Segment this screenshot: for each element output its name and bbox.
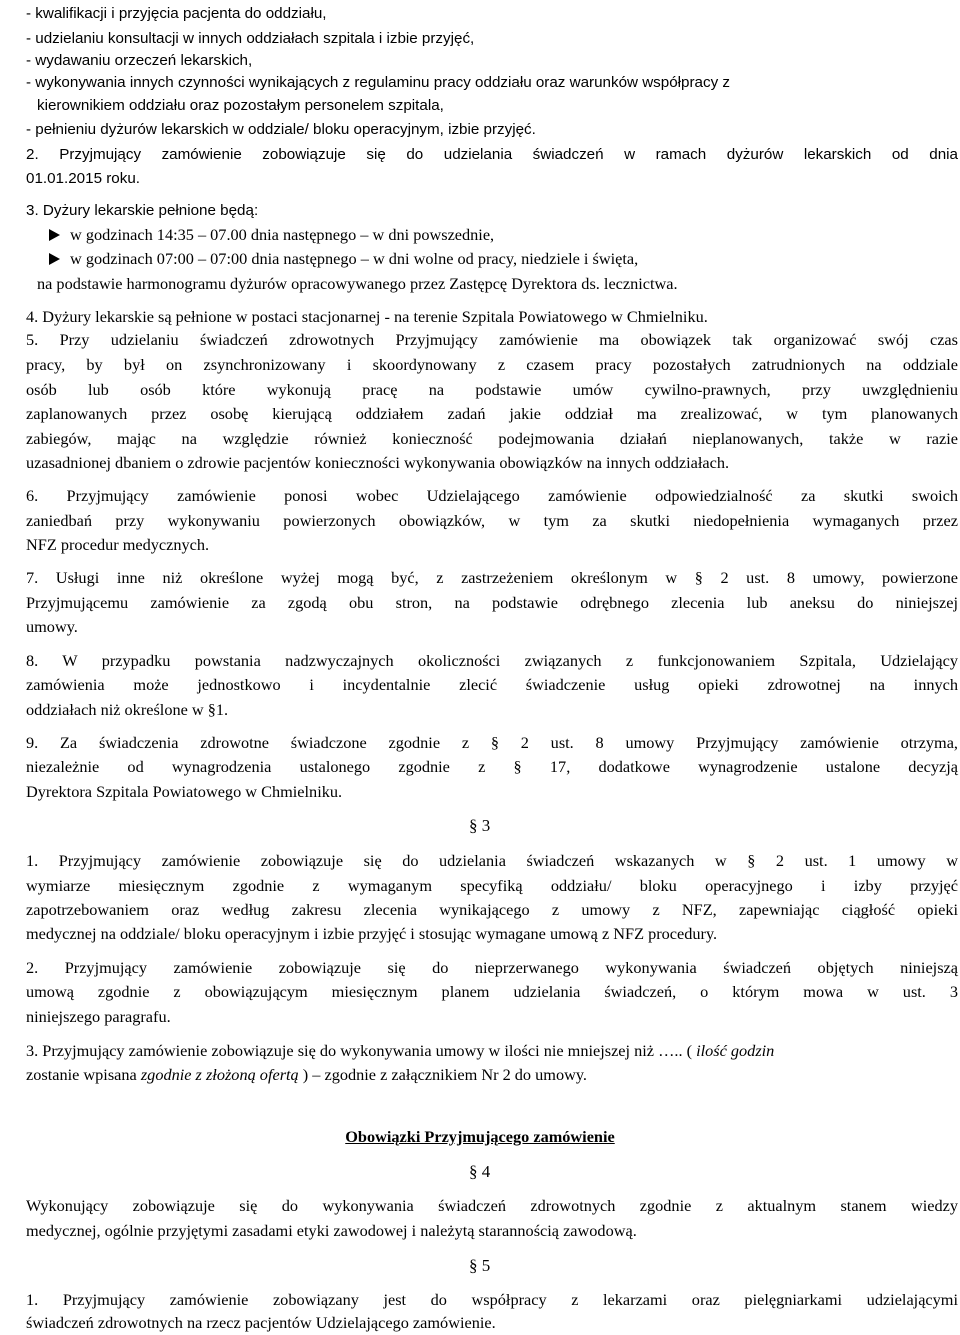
italic-text: zgodnie z złożoną ofertą [140, 1065, 299, 1084]
text-line: wymiarze miesięcznym zgodnie z wymaganym specyfiką oddziału/ bloku operacyjnego i izby przyjęć [26, 876, 958, 895]
bullet-text: w godzinach 07:00 – 07:00 dnia następnego – w dni wolne od pracy, niedziele i święta, [70, 249, 639, 268]
text-line: 5. Przy udzielaniu świadczeń zdrowotnych Przyjmujący zamówienie ma obowiązek tak organizować swój czas [26, 330, 958, 349]
text-line: NFZ procedur medycznych. [26, 535, 210, 554]
text-line: zamówienia może jednostkowo i incydentalnie zlecić świadczenie usług opieki zdrowotnej na innych [26, 675, 958, 694]
bullet-text: w godzinach 14:35 – 07.00 dnia następnego – w dni powszednie, [70, 225, 495, 244]
text-line: 1. Przyjmujący zamówienie zobowiązany jest do współpracy z lekarzami oraz pielęgniarkami udzielającymi [26, 1290, 958, 1309]
text-line: zaplanowanych przez osobę kierującą oddziałem zadań jakie oddział ma zrealizować, w tym planowanych [26, 404, 958, 423]
text-line [26, 1041, 774, 1061]
text-line: - udzielaniu konsultacji w innych oddziałach szpitala i izbie przyjęć, [26, 30, 475, 47]
arrow-bullet-icon [49, 229, 60, 241]
section-number: § 3 [469, 816, 491, 835]
text-line: pracy, by był on zsynchronizowany i skoordynowany z czasem pracy pozostałych zatrudnionych na oddziale [26, 355, 958, 374]
text-line: 9. Za świadczenia zdrowotne świadczone zgodnie z § 2 ust. 8 umowy Przyjmujący zamówienie otrzyma, [26, 733, 958, 752]
section-number: § 4 [469, 1162, 491, 1181]
text-line: - wykonywania innych czynności wynikających z regulaminu pracy oddziału oraz warunków współpracy z [26, 74, 730, 91]
text-line: oddziałach niż określone w §1. [26, 700, 229, 719]
section-heading: Obowiązki Przyjmującego zamówienie [345, 1127, 615, 1146]
text-line: zabiegów, mając na względzie również konieczność podejmowania działań nieplanowanych, także w razie [26, 429, 958, 448]
text-line: Dyrektora Szpitala Powiatowego w Chmielniku. [26, 782, 343, 801]
text-line: zaniedbań przy wykonywaniu powierzonych obowiązków, w tym za skutki niedopełnienia wymaganych przez [26, 511, 958, 530]
text-line: medycznej, ogólnie przyjętymi zasadami etyki zawodowej i należytą starannością zawodową. [26, 1221, 637, 1240]
bullet-item [49, 249, 638, 269]
text-line: niniejszego paragrafu. [26, 1007, 171, 1026]
text-line: osób lub osób które wykonują pracę na podstawie umów cywilno-prawnych, przy uwzględnieniu [26, 380, 958, 399]
text-line: 8. W przypadku powstania nadzwyczajnych okoliczności związanych z funkcjonowaniem Szpitala, Udzielający [26, 651, 958, 670]
text-line: kierownikiem oddziału oraz pozostałym personelem szpitala, [37, 97, 444, 114]
text-line: - kwalifikacji i przyjęcia pacjenta do oddziału, [26, 5, 327, 22]
text-line: 3. Dyżury lekarskie pełnione będą: [26, 202, 259, 219]
text-line: uzasadnionej dbaniem o zdrowie pacjentów konieczności wykonywania obowiązków na innych oddziałach. [26, 453, 730, 472]
italic-text: ilość godzin [696, 1041, 775, 1060]
text-span: ) – zgodnie z załącznikiem Nr 2 do umowy. [298, 1065, 587, 1084]
text-line: medycznej na oddziale/ bloku operacyjnym i izbie przyjęć i stosując wymagane umową z NFZ procedury. [26, 924, 718, 943]
text-line: 7. Usługi inne niż określone wyżej mogą być, z zastrzeżeniem określonym w § 2 ust. 8 umowy, powierzone [26, 568, 958, 587]
text-line: 6. Przyjmujący zamówienie ponosi wobec Udzielającego zamówienie odpowiedzialność za skutki swoich [26, 486, 958, 505]
text-line: 01.01.2015 roku. [26, 170, 140, 187]
arrow-bullet-icon [49, 253, 60, 265]
text-line: Wykonujący zobowiązuje się do wykonywania świadczeń zdrowotnych zgodnie z aktualnym stanem wiedzy [26, 1196, 958, 1215]
text-span: 3. Przyjmujący zamówienie zobowiązuje się do wykonywania umowy w ilości nie mniejszej niż ….. ( [26, 1041, 697, 1060]
text-line [26, 1065, 587, 1085]
text-line: 1. Przyjmujący zamówienie zobowiązuje się do udzielania świadczeń wskazanych w § 2 ust. 1 umowy w [26, 851, 958, 870]
bullet-item [49, 225, 494, 245]
text-line: Przyjmującemu zamówienie za zgodą obu stron, na podstawie odrębnego zlecenia lub aneksu do niniejszej [26, 593, 958, 612]
text-line: na podstawie harmonogramu dyżurów opracowywanego przez Zastępcę Dyrektora ds. lecznictwa. [37, 274, 678, 293]
text-line: umową zgodnie z obowiązującym miesięcznym planem udzielania świadczeń, o którym mowa w ust. 3 [26, 982, 958, 1001]
text-line: 2. Przyjmujący zamówienie zobowiązuje się do udzielania świadczeń w ramach dyżurów lekarskich od dnia [26, 146, 958, 163]
text-line: 2. Przyjmujący zamówienie zobowiązuje się do nieprzerwanego wykonywania świadczeń objętych niniejszą [26, 958, 958, 977]
text-line: 4. Dyżury lekarskie są pełnione w postaci stacjonarnej - na terenie Szpitala Powiatowego w Chmielniku. [26, 307, 708, 326]
text-span: zostanie wpisana [26, 1065, 141, 1084]
text-line: zapotrzebowaniem oraz według zakresu zlecenia wynikającego z umowy z NFZ, zapewniając ciągłość opieki [26, 900, 958, 919]
text-line: - pełnieniu dyżurów lekarskich w oddziale/ bloku operacyjnym, izbie przyjęć. [26, 121, 536, 138]
section-number: § 5 [469, 1256, 491, 1275]
text-line: - wydawaniu orzeczeń lekarskich, [26, 52, 253, 69]
text-line: umowy. [26, 617, 78, 636]
text-line: świadczeń zdrowotnych na rzecz pacjentów Udzielającego zamówienie. [26, 1313, 496, 1332]
text-line: niezależnie od wynagrodzenia ustalonego zgodnie z § 17, dodatkowe wynagrodzenie ustalone decyzją [26, 757, 958, 776]
